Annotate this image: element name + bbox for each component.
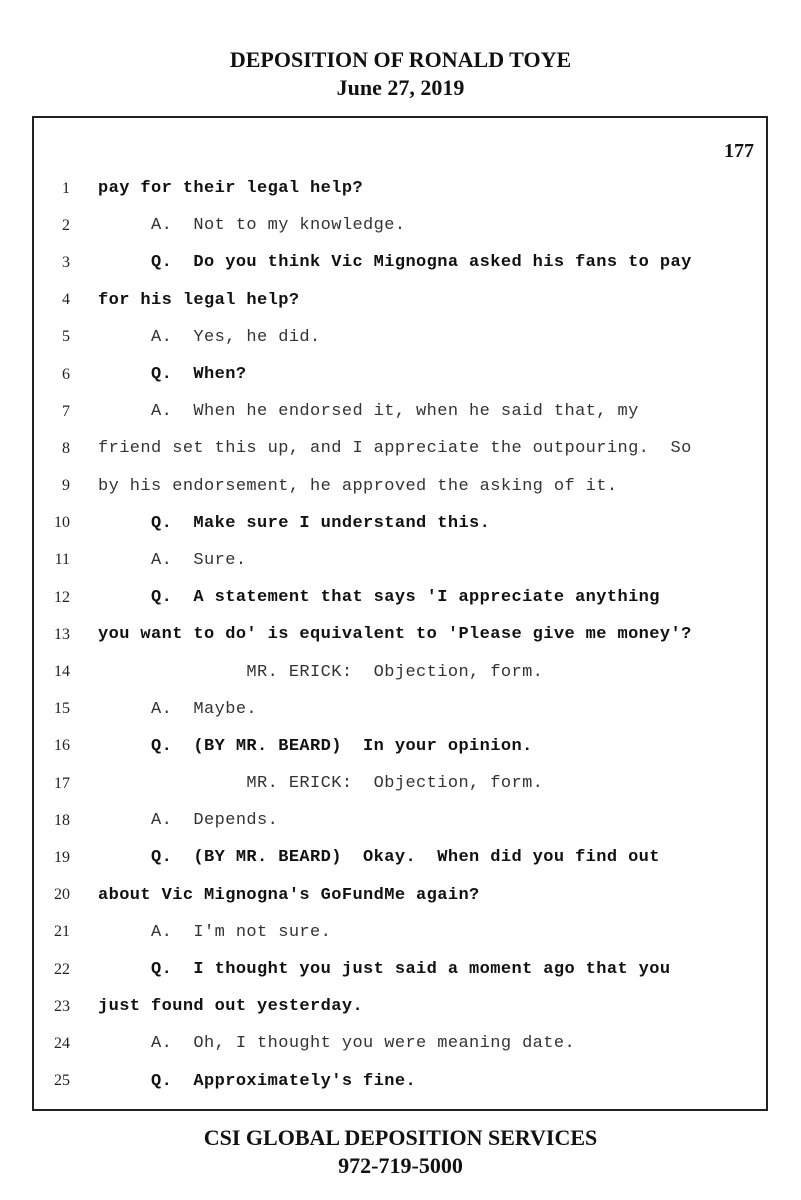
transcript-line <box>34 877 766 914</box>
line-text: A. Oh, I thought you were meaning date. <box>98 1034 576 1054</box>
transcript-line <box>34 393 766 430</box>
line-number: 17 <box>54 774 70 792</box>
page-number: 177 <box>724 140 754 162</box>
document-header <box>0 46 801 102</box>
line-number: 5 <box>62 328 70 346</box>
line-number: 21 <box>54 923 70 941</box>
line-text: A. Depends. <box>98 811 279 831</box>
transcript-line <box>34 1063 766 1100</box>
line-text: Q. Do you think Vic Mignogna asked his fans to pay <box>98 253 692 273</box>
line-text: Q. Make sure I understand this. <box>98 513 491 533</box>
line-text: just found out yesterday. <box>98 997 364 1017</box>
line-number: 1 <box>62 179 70 197</box>
company-name: CSI GLOBAL DEPOSITION SERVICES <box>203 1125 598 1150</box>
line-text: Q. (BY MR. BEARD) Okay. When did you find out <box>98 848 660 868</box>
transcript-line <box>34 616 766 653</box>
transcript-lines <box>34 170 766 1100</box>
line-text: about Vic Mignogna's GoFundMe again? <box>98 885 480 905</box>
line-text: Q. (BY MR. BEARD) In your opinion. <box>98 736 533 756</box>
line-number: 11 <box>54 551 70 569</box>
line-text: A. When he endorsed it, when he said that, my <box>98 402 639 422</box>
transcript-line <box>34 653 766 690</box>
transcript-line <box>34 282 766 319</box>
line-number: 20 <box>54 886 70 904</box>
transcript-line <box>34 914 766 951</box>
line-text: A. Maybe. <box>98 699 258 719</box>
transcript-line <box>34 1025 766 1062</box>
line-number: 22 <box>54 960 70 978</box>
deposition-date: June 27, 2019 <box>336 75 465 100</box>
line-text: MR. ERICK: Objection, form. <box>98 774 544 794</box>
line-number: 14 <box>54 663 70 681</box>
line-text: friend set this up, and I appreciate the outpouring. So <box>98 439 692 459</box>
deposition-title: DEPOSITION OF RONALD TOYE <box>229 47 572 72</box>
transcript-line <box>34 765 766 802</box>
line-number: 18 <box>54 811 70 829</box>
line-number: 15 <box>54 700 70 718</box>
document-footer <box>0 1124 801 1180</box>
transcript-line <box>34 579 766 616</box>
line-text: A. I'm not sure. <box>98 922 332 942</box>
line-number: 24 <box>54 1034 70 1052</box>
line-number: 25 <box>54 1072 70 1090</box>
line-text: Q. I thought you just said a moment ago that you <box>98 960 671 980</box>
line-number: 6 <box>62 365 70 383</box>
line-text: by his endorsement, he approved the asking of it. <box>98 476 618 496</box>
transcript-line <box>34 839 766 876</box>
transcript-line <box>34 691 766 728</box>
line-number: 2 <box>62 216 70 234</box>
line-number: 10 <box>54 514 70 532</box>
transcript-line <box>34 170 766 207</box>
line-number: 3 <box>62 253 70 271</box>
transcript-line <box>34 988 766 1025</box>
line-text: MR. ERICK: Objection, form. <box>98 662 544 682</box>
line-text: A. Yes, he did. <box>98 327 321 347</box>
line-text: you want to do' is equivalent to 'Please give me money'? <box>98 625 692 645</box>
transcript-line <box>34 244 766 281</box>
transcript-line <box>34 802 766 839</box>
line-text: for his legal help? <box>98 290 300 310</box>
line-number: 9 <box>62 477 70 495</box>
line-text: pay for their legal help? <box>98 179 364 199</box>
transcript-line <box>34 505 766 542</box>
line-number: 8 <box>62 439 70 457</box>
line-text: Q. When? <box>98 365 247 385</box>
line-number: 7 <box>62 402 70 420</box>
line-number: 23 <box>54 997 70 1015</box>
transcript-line <box>34 430 766 467</box>
line-number: 13 <box>54 625 70 643</box>
line-text: Q. Approximately's fine. <box>98 1071 417 1091</box>
company-phone: 972-719-5000 <box>338 1153 463 1178</box>
line-number: 4 <box>62 291 70 309</box>
transcript-line <box>34 728 766 765</box>
line-number: 16 <box>54 737 70 755</box>
transcript-line <box>34 468 766 505</box>
line-number: 19 <box>54 848 70 866</box>
line-text: Q. A statement that says 'I appreciate anything <box>98 588 660 608</box>
transcript-line <box>34 356 766 393</box>
line-text: A. Sure. <box>98 550 247 570</box>
line-number: 12 <box>54 588 70 606</box>
transcript-line <box>34 207 766 244</box>
transcript-line <box>34 319 766 356</box>
transcript-line <box>34 542 766 579</box>
transcript-page <box>32 116 768 1111</box>
transcript-line <box>34 951 766 988</box>
line-text: A. Not to my knowledge. <box>98 216 406 236</box>
